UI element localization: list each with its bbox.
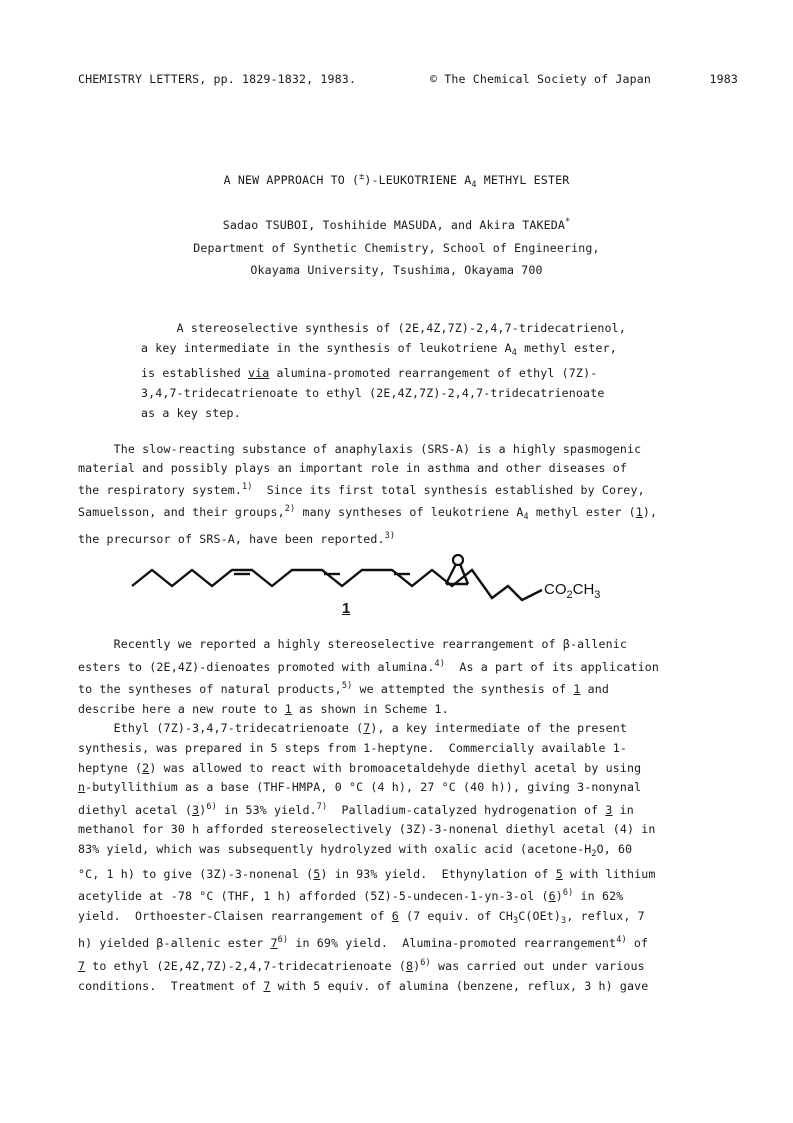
corresponding-author-mark: * bbox=[564, 217, 571, 227]
affiliation-line-1: Department of Synthetic Chemistry, School of Engineering, bbox=[193, 241, 600, 255]
author-list: Sadao TSUBOI, Toshihide MASUDA, and Akira TAKEDA* bbox=[222, 217, 571, 232]
ester-substituent: CO2CH3 bbox=[544, 581, 601, 601]
page-header bbox=[78, 72, 738, 88]
leukotriene-structure bbox=[130, 548, 610, 626]
compound-label: 1 bbox=[342, 600, 351, 617]
epoxide-oxygen bbox=[453, 555, 463, 565]
journal-citation: CHEMISTRY LETTERS, pp. 1829-1832, 1983. bbox=[78, 72, 357, 86]
publication-year: 1983 bbox=[709, 72, 738, 86]
affiliation-line-2: Okayama University, Tsushima, Okayama 700 bbox=[250, 263, 543, 277]
abstract: A stereoselective synthesis of (2E,4Z,7Z)-2,4,7-tridecatrienol, a key intermediate in the synthesis of leukotriene $A_4$ methyl ester, is established via alumina-promoted rearrangement of ethyl (7Z)- 3,4,7-tridecatrienoate to ethyl (2E,4Z,7Z)-2,4,7-tridecatrienoate as a key step. bbox=[141, 321, 626, 420]
introduction-paragraph: The slow-reacting substance of anaphylaxis (SRS-A) is a highly spasmogenic material and possibly plays an important role in asthma and other diseases of the respiratory system.$^{1)}$ Since its first total synthesis established by Corey, Samuelsson, and their groups,$^{2)}$ many syntheses of leukotriene $A_4$ methyl ester (1), the precursor of SRS-A, have been reported.$^{3)}$ bbox=[78, 442, 658, 546]
publisher-copyright: © The Chemical Society of Japan bbox=[430, 72, 652, 86]
body-text: Recently we reported a highly stereoselective rearrangement of β-allenic esters to (2E,4Z)-dienoates promoted with alumina.$^{4)}$ As a part of its application to the syntheses of natural products,$^{5)}$ we attempted the synthesis of 1 and describe here a new route to 1 as shown in Scheme 1. Ethyl (7Z)-3,4,7-tridecatrienoate (7), a key intermediate of the present synthesis, was prepared in 5 steps from 1-heptyne. Commercially available 1- heptyne (2) was allowed to react with bromoacetaldehyde diethyl acetal by using n-butyllithium as a base (THF-HMPA, 0 °C (4 h), 27 °C (40 h)), giving 3-nonynal diethyl acetal $(3)^{6)}$ in 53% yield.$^{7)}$ Palladium-catalyzed hydrogenation of 3 in methanol for 30 h afforded stereoselectively (3Z)-3-nonenal diethyl acetal (4) in 83% yield, which was subsequently hydrolyzed with oxalic acid ($acetone-H_2O$, 60 °C, 1 h) to give (3Z)-3-nonenal (5) in 93% yield. Ethynylation of 5 with lithium acetylide at -78 °C (THF, 1 h) afforded (5Z)-5-undecen-1-yn-3-ol $(6)^{6)}$ in 62% yield. Orthoester-Claisen rearrangement of 6 (7 equiv. of $CH_3C(OEt)_3$, reflux, 7 h) yielded β-allenic ester 7$^{6)}$ in 69% yield. Alumina-promoted rearrangement$^{4)}$ of 7 to ethyl (2E,4Z,7Z)-2,4,7-tridecatrienoate $(8)^{6)}$ was carried out under various conditions. Treatment of 7 with 5 equiv. of alumina (benzene, reflux, 3 h) gave bbox=[78, 637, 659, 993]
epoxide-o-left bbox=[446, 564, 456, 584]
article-title: A NEW APPROACH TO (±)-LEUKOTRIENE $A_4$ METHYL ESTER bbox=[223, 172, 570, 190]
